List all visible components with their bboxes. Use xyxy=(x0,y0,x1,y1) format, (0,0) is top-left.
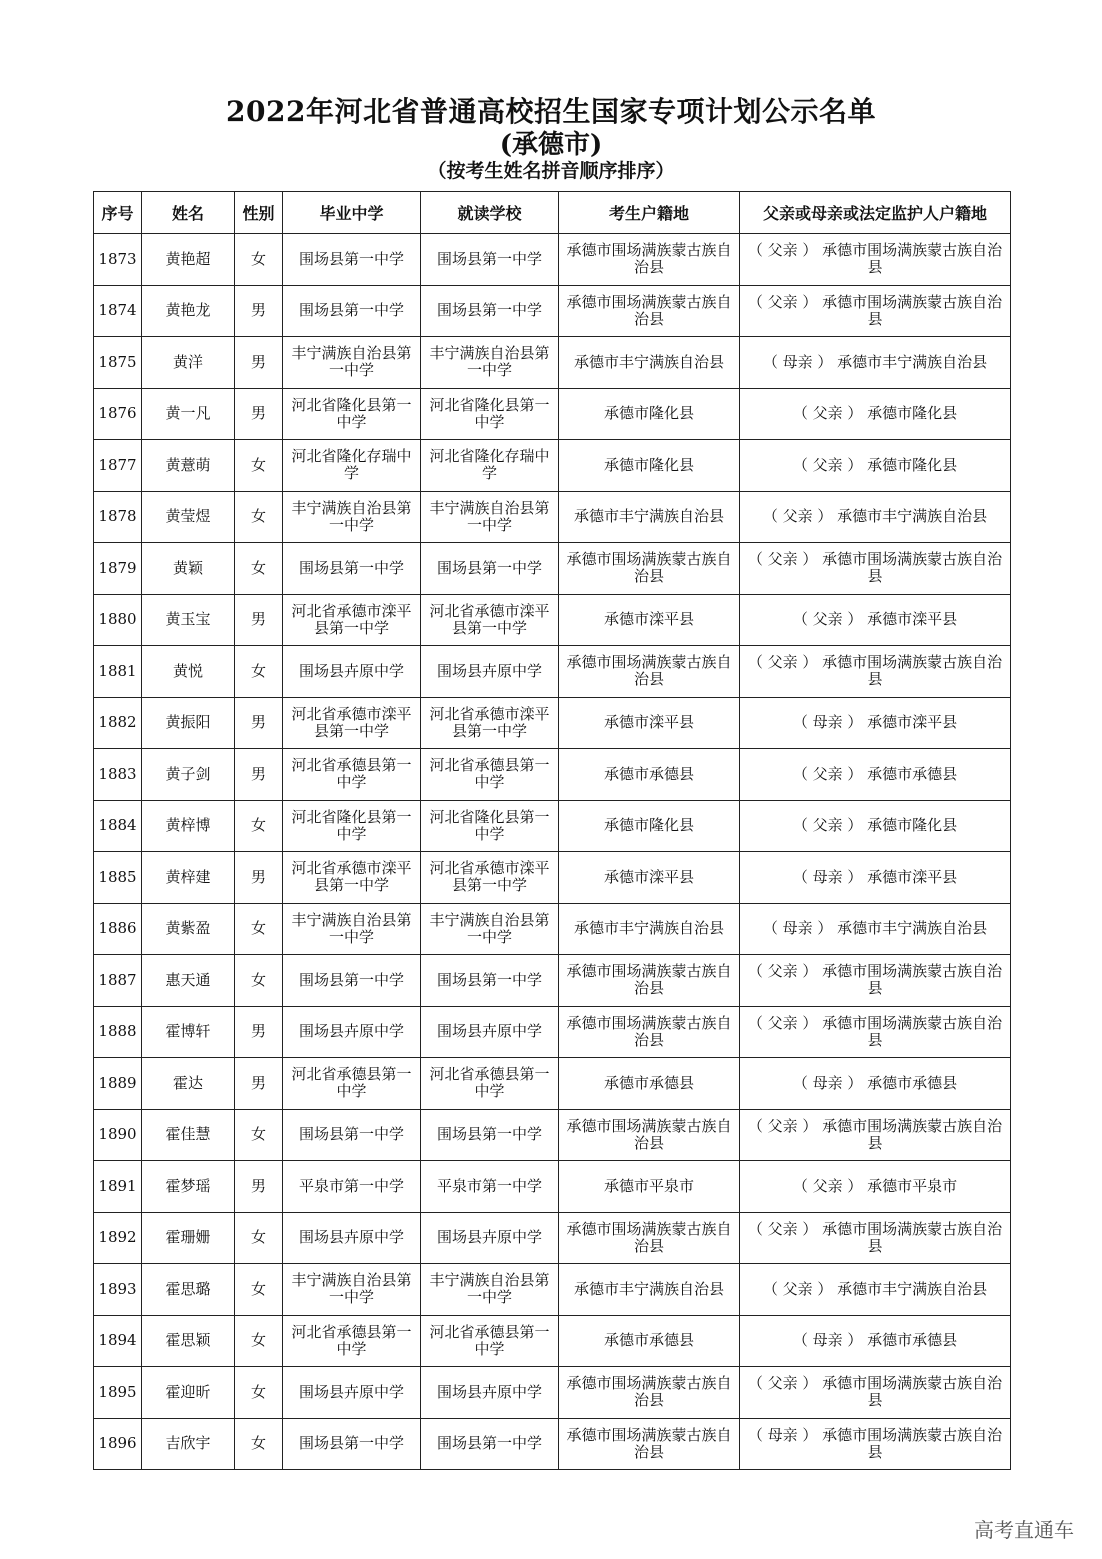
table-row xyxy=(94,388,1011,440)
cell-guardian-residence: （ 父亲 ） 承德市滦平县 xyxy=(740,594,1011,646)
col-header-residence: 考生户籍地 xyxy=(559,192,740,234)
table-row xyxy=(94,1315,1011,1367)
cell-name: 黄一凡 xyxy=(142,388,235,440)
cell-name: 黄洋 xyxy=(142,337,235,389)
cell-gender: 男 xyxy=(235,594,283,646)
cell-guardian-residence: （ 母亲 ） 承德市承德县 xyxy=(740,1315,1011,1367)
table-row xyxy=(94,749,1011,801)
cell-grad-school: 丰宁满族自治县第一中学 xyxy=(283,491,421,543)
cell-gender: 男 xyxy=(235,285,283,337)
cell-seq: 1877 xyxy=(94,440,142,492)
cell-gender: 女 xyxy=(235,234,283,286)
cell-gender: 男 xyxy=(235,1161,283,1213)
cell-seq: 1875 xyxy=(94,337,142,389)
cell-seq: 1873 xyxy=(94,234,142,286)
cell-grad-school: 河北省承德市滦平县第一中学 xyxy=(283,697,421,749)
cell-residence: 承德市围场满族蒙古族自治县 xyxy=(559,1418,740,1470)
cell-gender: 女 xyxy=(235,955,283,1007)
cell-guardian-residence: （ 父亲 ） 承德市丰宁满族自治县 xyxy=(740,491,1011,543)
cell-guardian-residence: （ 母亲 ） 承德市滦平县 xyxy=(740,697,1011,749)
cell-current-school: 围场县第一中学 xyxy=(421,1109,559,1161)
cell-name: 黄子剑 xyxy=(142,749,235,801)
sort-note: （按考生姓名拼音顺序排序） xyxy=(427,160,675,182)
cell-guardian-residence: （ 母亲 ） 承德市承德县 xyxy=(740,1058,1011,1110)
cell-grad-school: 围场县卉原中学 xyxy=(283,646,421,698)
cell-name: 黄紫盈 xyxy=(142,903,235,955)
cell-current-school: 围场县卉原中学 xyxy=(421,1006,559,1058)
cell-gender: 女 xyxy=(235,440,283,492)
cell-name: 黄梓博 xyxy=(142,800,235,852)
col-header-gender: 性别 xyxy=(235,192,283,234)
cell-current-school: 河北省承德市滦平县第一中学 xyxy=(421,697,559,749)
cell-seq: 1893 xyxy=(94,1264,142,1316)
cell-grad-school: 围场县第一中学 xyxy=(283,234,421,286)
table-row xyxy=(94,234,1011,286)
table-header xyxy=(94,192,1011,234)
cell-guardian-residence: （ 父亲 ） 承德市平泉市 xyxy=(740,1161,1011,1213)
cell-current-school: 围场县第一中学 xyxy=(421,1418,559,1470)
cell-current-school: 丰宁满族自治县第一中学 xyxy=(421,337,559,389)
cell-gender: 男 xyxy=(235,749,283,801)
cell-gender: 女 xyxy=(235,903,283,955)
cell-gender: 女 xyxy=(235,1264,283,1316)
cell-name: 霍博轩 xyxy=(142,1006,235,1058)
cell-seq: 1892 xyxy=(94,1212,142,1264)
col-header-grad-school: 毕业中学 xyxy=(283,192,421,234)
cell-residence: 承德市丰宁满族自治县 xyxy=(559,1264,740,1316)
cell-name: 霍梦瑶 xyxy=(142,1161,235,1213)
cell-guardian-residence: （ 父亲 ） 承德市围场满族蒙古族自治县 xyxy=(740,234,1011,286)
table-row xyxy=(94,852,1011,904)
cell-residence: 承德市丰宁满族自治县 xyxy=(559,491,740,543)
cell-name: 黄振阳 xyxy=(142,697,235,749)
cell-name: 霍思颖 xyxy=(142,1315,235,1367)
cell-grad-school: 丰宁满族自治县第一中学 xyxy=(283,337,421,389)
cell-name: 黄颖 xyxy=(142,543,235,595)
cell-current-school: 围场县第一中学 xyxy=(421,955,559,1007)
cell-grad-school: 河北省承德县第一中学 xyxy=(283,749,421,801)
cell-guardian-residence: （ 母亲 ） 承德市围场满族蒙古族自治县 xyxy=(740,1418,1011,1470)
cell-grad-school: 河北省承德市滦平县第一中学 xyxy=(283,594,421,646)
cell-guardian-residence: （ 父亲 ） 承德市围场满族蒙古族自治县 xyxy=(740,1367,1011,1419)
table-row xyxy=(94,955,1011,1007)
cell-guardian-residence: （ 父亲 ） 承德市围场满族蒙古族自治县 xyxy=(740,543,1011,595)
cell-gender: 女 xyxy=(235,1418,283,1470)
cell-current-school: 丰宁满族自治县第一中学 xyxy=(421,491,559,543)
cell-guardian-residence: （ 父亲 ） 承德市隆化县 xyxy=(740,800,1011,852)
cell-seq: 1879 xyxy=(94,543,142,595)
cell-grad-school: 围场县第一中学 xyxy=(283,543,421,595)
cell-residence: 承德市围场满族蒙古族自治县 xyxy=(559,543,740,595)
cell-current-school: 围场县第一中学 xyxy=(421,543,559,595)
cell-grad-school: 围场县第一中学 xyxy=(283,285,421,337)
table-row xyxy=(94,646,1011,698)
table-row xyxy=(94,285,1011,337)
cell-residence: 承德市丰宁满族自治县 xyxy=(559,337,740,389)
cell-seq: 1874 xyxy=(94,285,142,337)
cell-guardian-residence: （ 父亲 ） 承德市围场满族蒙古族自治县 xyxy=(740,1006,1011,1058)
cell-guardian-residence: （ 母亲 ） 承德市丰宁满族自治县 xyxy=(740,337,1011,389)
cell-grad-school: 围场县第一中学 xyxy=(283,955,421,1007)
cell-residence: 承德市围场满族蒙古族自治县 xyxy=(559,646,740,698)
cell-current-school: 河北省隆化县第一中学 xyxy=(421,388,559,440)
cell-residence: 承德市隆化县 xyxy=(559,800,740,852)
cell-name: 黄悦 xyxy=(142,646,235,698)
cell-guardian-residence: （ 父亲 ） 承德市围场满族蒙古族自治县 xyxy=(740,285,1011,337)
cell-current-school: 河北省隆化县第一中学 xyxy=(421,800,559,852)
cell-residence: 承德市滦平县 xyxy=(559,852,740,904)
table-row xyxy=(94,1264,1011,1316)
cell-current-school: 丰宁满族自治县第一中学 xyxy=(421,903,559,955)
col-header-guardian-residence: 父亲或母亲或法定监护人户籍地 xyxy=(740,192,1011,234)
cell-gender: 男 xyxy=(235,697,283,749)
cell-seq: 1887 xyxy=(94,955,142,1007)
cell-grad-school: 平泉市第一中学 xyxy=(283,1161,421,1213)
table-row xyxy=(94,1058,1011,1110)
cell-guardian-residence: （ 父亲 ） 承德市承德县 xyxy=(740,749,1011,801)
page-subtitle: (承德市) xyxy=(499,130,603,160)
cell-grad-school: 河北省承德县第一中学 xyxy=(283,1315,421,1367)
cell-residence: 承德市围场满族蒙古族自治县 xyxy=(559,1006,740,1058)
cell-seq: 1878 xyxy=(94,491,142,543)
table-row xyxy=(94,491,1011,543)
cell-grad-school: 河北省隆化县第一中学 xyxy=(283,388,421,440)
cell-guardian-residence: （ 母亲 ） 承德市丰宁满族自治县 xyxy=(740,903,1011,955)
cell-gender: 女 xyxy=(235,1212,283,1264)
cell-seq: 1884 xyxy=(94,800,142,852)
cell-current-school: 围场县第一中学 xyxy=(421,285,559,337)
cell-gender: 女 xyxy=(235,800,283,852)
cell-residence: 承德市围场满族蒙古族自治县 xyxy=(559,285,740,337)
table-row xyxy=(94,1006,1011,1058)
table-body xyxy=(94,234,1011,1470)
cell-seq: 1894 xyxy=(94,1315,142,1367)
cell-guardian-residence: （ 父亲 ） 承德市隆化县 xyxy=(740,440,1011,492)
cell-current-school: 河北省承德县第一中学 xyxy=(421,749,559,801)
cell-name: 霍珊姗 xyxy=(142,1212,235,1264)
cell-grad-school: 围场县第一中学 xyxy=(283,1109,421,1161)
cell-seq: 1889 xyxy=(94,1058,142,1110)
cell-name: 霍迎昕 xyxy=(142,1367,235,1419)
cell-grad-school: 围场县卉原中学 xyxy=(283,1006,421,1058)
cell-residence: 承德市围场满族蒙古族自治县 xyxy=(559,1109,740,1161)
cell-residence: 承德市滦平县 xyxy=(559,594,740,646)
cell-seq: 1880 xyxy=(94,594,142,646)
cell-current-school: 河北省承德市滦平县第一中学 xyxy=(421,852,559,904)
table-row xyxy=(94,1109,1011,1161)
cell-seq: 1890 xyxy=(94,1109,142,1161)
cell-current-school: 河北省承德市滦平县第一中学 xyxy=(421,594,559,646)
cell-residence: 承德市围场满族蒙古族自治县 xyxy=(559,1212,740,1264)
cell-seq: 1886 xyxy=(94,903,142,955)
cell-current-school: 围场县卉原中学 xyxy=(421,1212,559,1264)
cell-guardian-residence: （ 父亲 ） 承德市围场满族蒙古族自治县 xyxy=(740,955,1011,1007)
cell-current-school: 丰宁满族自治县第一中学 xyxy=(421,1264,559,1316)
cell-guardian-residence: （ 父亲 ） 承德市丰宁满族自治县 xyxy=(740,1264,1011,1316)
cell-seq: 1896 xyxy=(94,1418,142,1470)
cell-gender: 女 xyxy=(235,646,283,698)
cell-name: 霍思璐 xyxy=(142,1264,235,1316)
table-row xyxy=(94,594,1011,646)
cell-grad-school: 河北省承德市滦平县第一中学 xyxy=(283,852,421,904)
cell-residence: 承德市隆化县 xyxy=(559,440,740,492)
cell-gender: 女 xyxy=(235,543,283,595)
cell-guardian-residence: （ 父亲 ） 承德市围场满族蒙古族自治县 xyxy=(740,1109,1011,1161)
table-row xyxy=(94,1161,1011,1213)
cell-gender: 男 xyxy=(235,1006,283,1058)
cell-guardian-residence: （ 父亲 ） 承德市围场满族蒙古族自治县 xyxy=(740,1212,1011,1264)
cell-residence: 承德市承德县 xyxy=(559,1058,740,1110)
cell-residence: 承德市围场满族蒙古族自治县 xyxy=(559,1367,740,1419)
cell-seq: 1883 xyxy=(94,749,142,801)
table-row xyxy=(94,543,1011,595)
col-header-name: 姓名 xyxy=(142,192,235,234)
cell-name: 霍达 xyxy=(142,1058,235,1110)
cell-name: 黄梓建 xyxy=(142,852,235,904)
table-row xyxy=(94,1367,1011,1419)
cell-grad-school: 围场县第一中学 xyxy=(283,1418,421,1470)
cell-residence: 承德市平泉市 xyxy=(559,1161,740,1213)
cell-gender: 男 xyxy=(235,388,283,440)
cell-residence: 承德市围场满族蒙古族自治县 xyxy=(559,234,740,286)
roster-table xyxy=(93,191,1011,1470)
cell-grad-school: 丰宁满族自治县第一中学 xyxy=(283,903,421,955)
header-row xyxy=(94,192,1011,234)
cell-residence: 承德市滦平县 xyxy=(559,697,740,749)
cell-name: 黄薏萌 xyxy=(142,440,235,492)
cell-seq: 1881 xyxy=(94,646,142,698)
cell-current-school: 围场县第一中学 xyxy=(421,234,559,286)
cell-name: 黄莹煜 xyxy=(142,491,235,543)
cell-gender: 男 xyxy=(235,337,283,389)
cell-gender: 男 xyxy=(235,1058,283,1110)
cell-current-school: 河北省隆化存瑞中学 xyxy=(421,440,559,492)
cell-residence: 承德市承德县 xyxy=(559,749,740,801)
cell-residence: 承德市隆化县 xyxy=(559,388,740,440)
cell-current-school: 围场县卉原中学 xyxy=(421,1367,559,1419)
cell-current-school: 河北省承德县第一中学 xyxy=(421,1058,559,1110)
table-row xyxy=(94,697,1011,749)
cell-current-school: 围场县卉原中学 xyxy=(421,646,559,698)
table-row xyxy=(94,440,1011,492)
table-row xyxy=(94,1212,1011,1264)
cell-grad-school: 围场县卉原中学 xyxy=(283,1212,421,1264)
table-row xyxy=(94,1418,1011,1470)
cell-grad-school: 丰宁满族自治县第一中学 xyxy=(283,1264,421,1316)
cell-gender: 女 xyxy=(235,491,283,543)
cell-seq: 1895 xyxy=(94,1367,142,1419)
table-row xyxy=(94,800,1011,852)
cell-name: 黄玉宝 xyxy=(142,594,235,646)
page-title: 2022年河北省普通高校招生国家专项计划公示名单 xyxy=(226,95,876,128)
table-row xyxy=(94,337,1011,389)
cell-seq: 1888 xyxy=(94,1006,142,1058)
cell-residence: 承德市丰宁满族自治县 xyxy=(559,903,740,955)
cell-gender: 女 xyxy=(235,1315,283,1367)
cell-guardian-residence: （ 父亲 ） 承德市围场满族蒙古族自治县 xyxy=(740,646,1011,698)
cell-grad-school: 河北省隆化县第一中学 xyxy=(283,800,421,852)
cell-gender: 女 xyxy=(235,1367,283,1419)
col-header-seq: 序号 xyxy=(94,192,142,234)
cell-name: 黄艳龙 xyxy=(142,285,235,337)
col-header-current-school: 就读学校 xyxy=(421,192,559,234)
cell-grad-school: 河北省隆化存瑞中学 xyxy=(283,440,421,492)
cell-name: 吉欣宇 xyxy=(142,1418,235,1470)
cell-seq: 1891 xyxy=(94,1161,142,1213)
cell-gender: 男 xyxy=(235,852,283,904)
cell-seq: 1876 xyxy=(94,388,142,440)
cell-seq: 1885 xyxy=(94,852,142,904)
cell-current-school: 河北省承德县第一中学 xyxy=(421,1315,559,1367)
cell-grad-school: 河北省承德县第一中学 xyxy=(283,1058,421,1110)
cell-residence: 承德市围场满族蒙古族自治县 xyxy=(559,955,740,1007)
cell-guardian-residence: （ 父亲 ） 承德市隆化县 xyxy=(740,388,1011,440)
cell-name: 黄艳超 xyxy=(142,234,235,286)
cell-name: 惠天通 xyxy=(142,955,235,1007)
cell-gender: 女 xyxy=(235,1109,283,1161)
cell-grad-school: 围场县卉原中学 xyxy=(283,1367,421,1419)
table-row xyxy=(94,903,1011,955)
cell-current-school: 平泉市第一中学 xyxy=(421,1161,559,1213)
cell-seq: 1882 xyxy=(94,697,142,749)
watermark: 高考直通车 xyxy=(974,1518,1074,1542)
cell-guardian-residence: （ 母亲 ） 承德市滦平县 xyxy=(740,852,1011,904)
cell-name: 霍佳慧 xyxy=(142,1109,235,1161)
cell-residence: 承德市承德县 xyxy=(559,1315,740,1367)
